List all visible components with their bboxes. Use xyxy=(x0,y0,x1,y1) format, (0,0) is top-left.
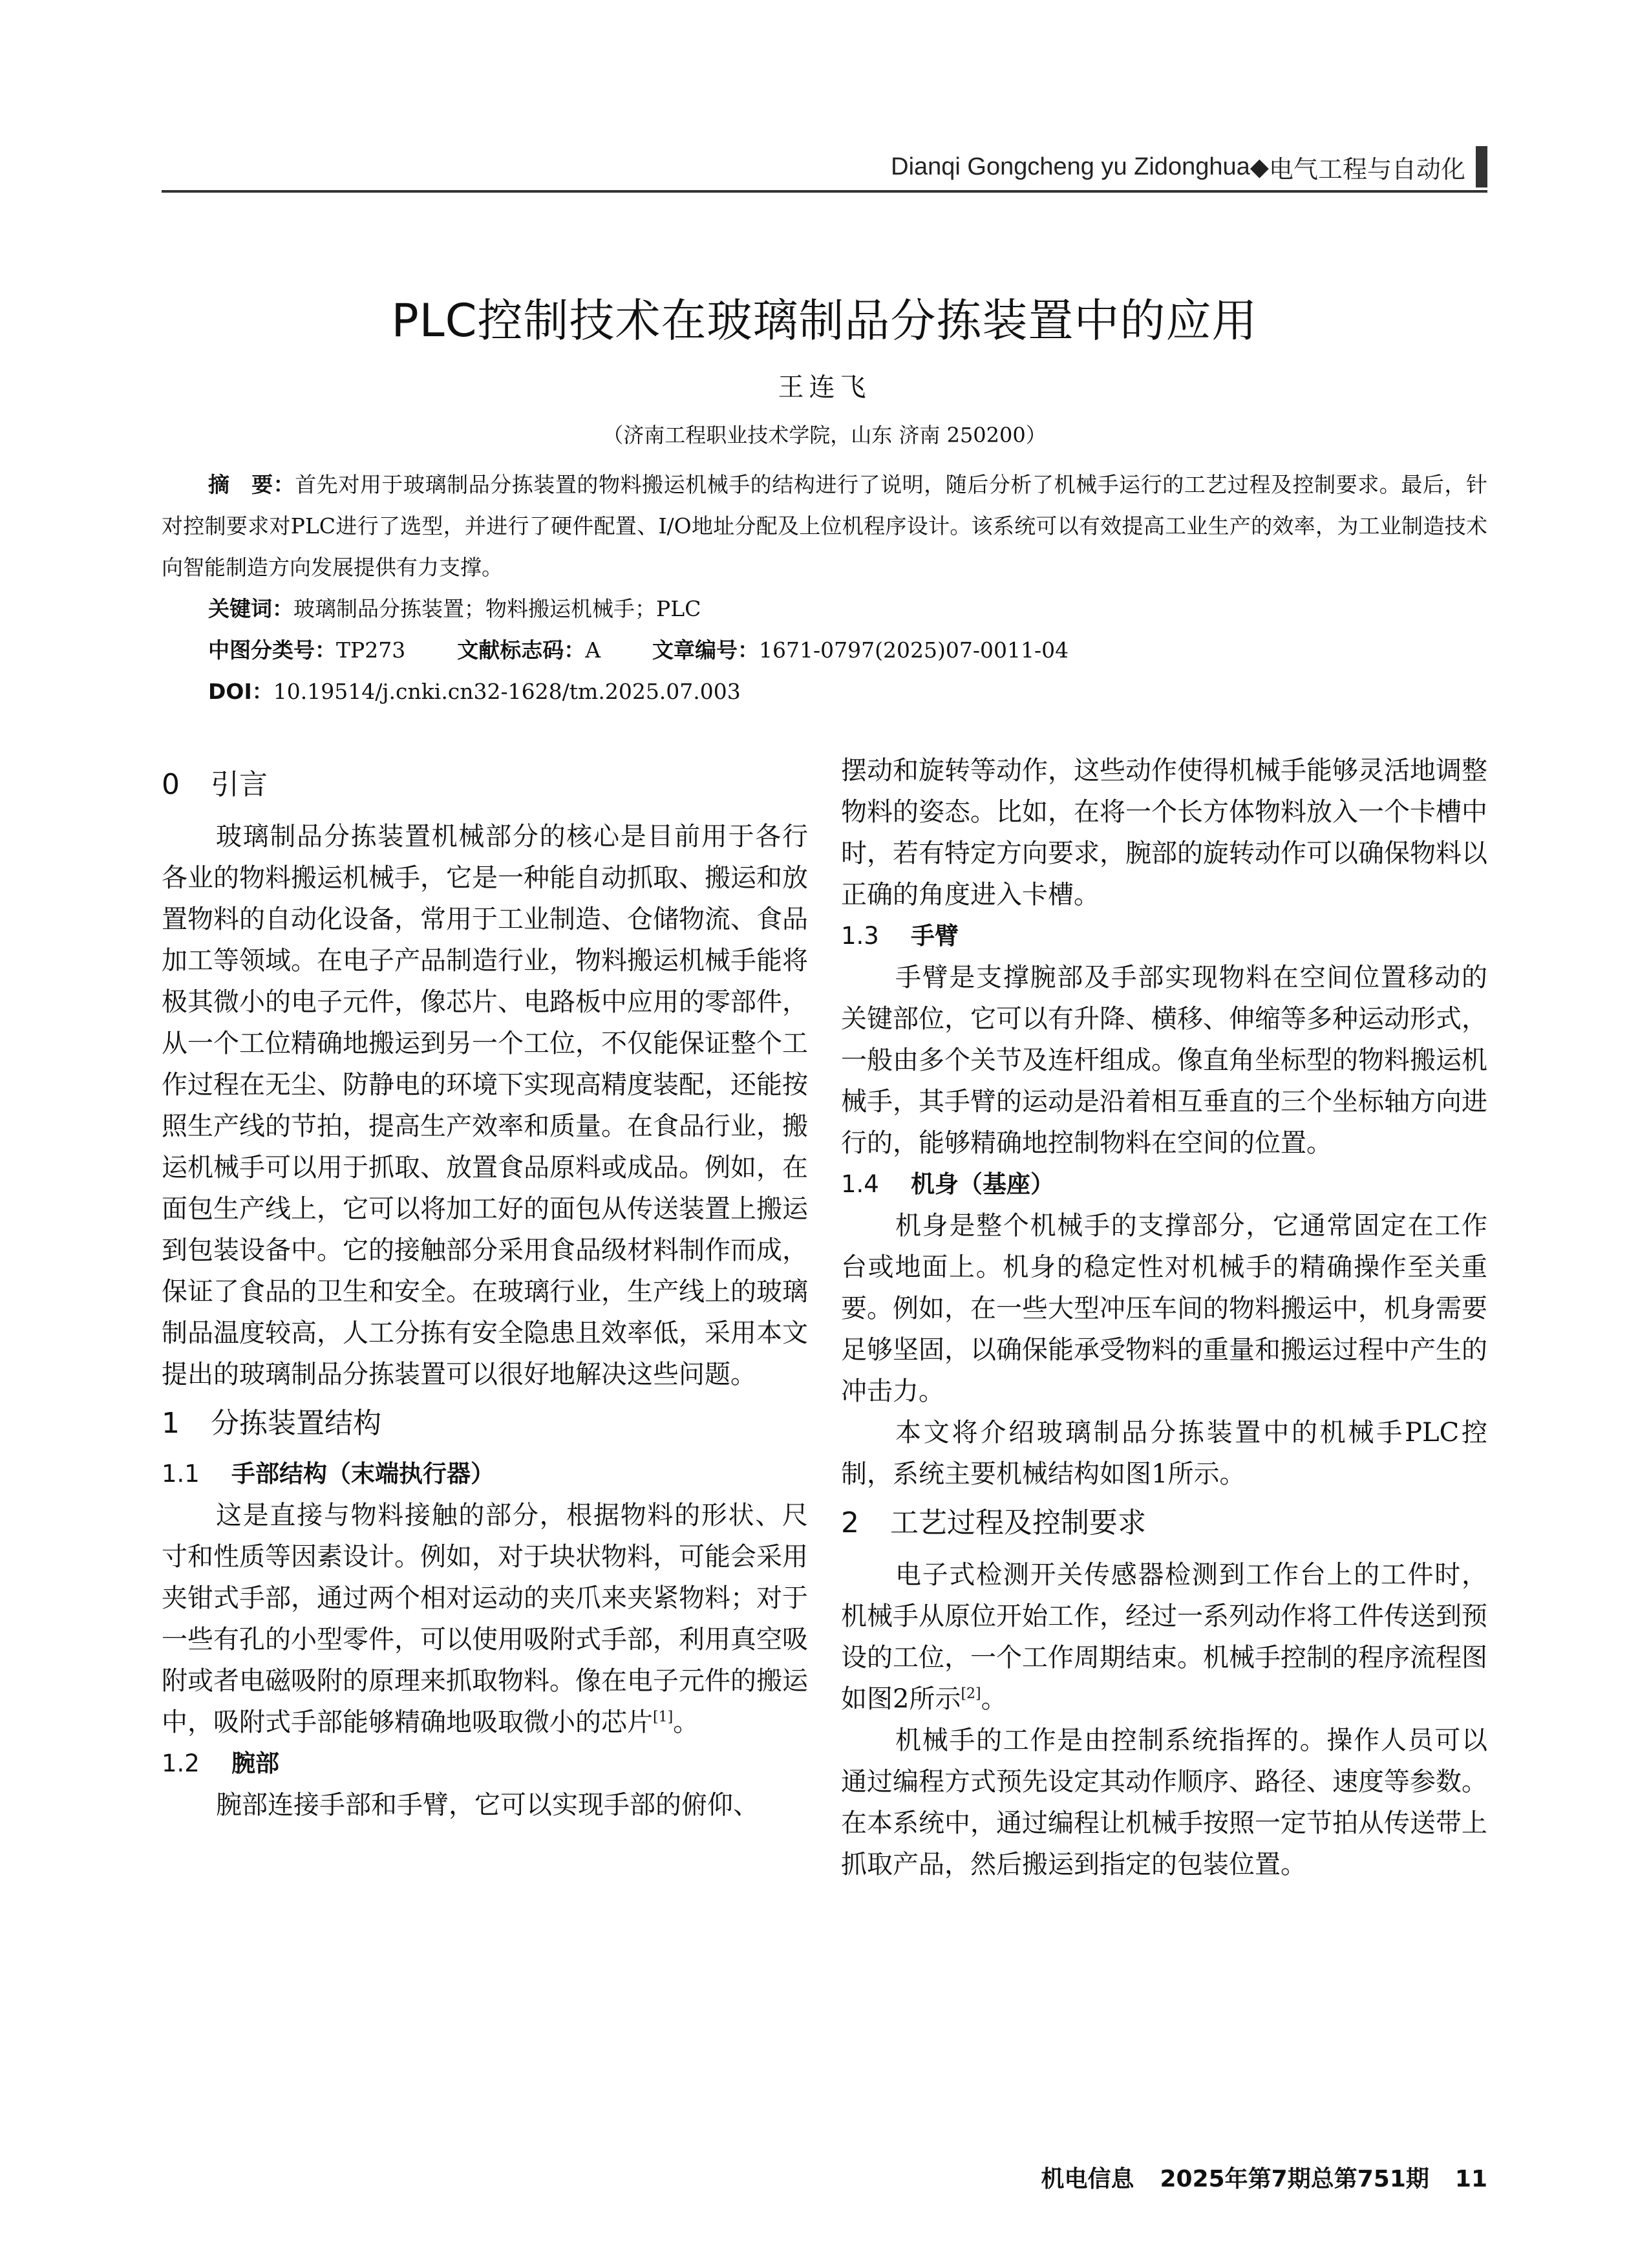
abstract-text: 首先对用于玻璃制品分拣装置的物料搬运机械手的结构进行了说明，随后分析了机械手运行的工艺过程及控制要求。最后，针对控制要求对PLC进行了选型，并进行了硬件配置、I/O地址分配及上位机程序设计。该系统可以有效提高工业生产的效率，为工业制造技术向智能制造方向发展提供有力支撑。 xyxy=(162,472,1488,580)
page-footer xyxy=(1041,2161,1487,2194)
doi-value: 10.19514/j.cnki.cn32-1628/tm.2025.07.003 xyxy=(273,679,741,704)
citation: [1] xyxy=(653,1709,674,1726)
header-rule xyxy=(162,190,1487,193)
footer-journal: 机电信息 xyxy=(1041,2166,1134,2192)
page-number: 11 xyxy=(1454,2166,1487,2192)
doc-code-label: 文献标志码： xyxy=(457,637,586,663)
article-no-label: 文章编号： xyxy=(652,637,760,663)
article-no-value: 1671-0797(2025)07-0011-04 xyxy=(759,637,1069,663)
right-column xyxy=(841,750,1487,1885)
classification-line xyxy=(162,630,1487,671)
section-heading-1: 1 分拣装置结构 xyxy=(162,1407,381,1440)
keywords-text: 玻璃制品分拣装置；物料搬运机械手；PLC xyxy=(293,596,701,621)
abstract-label: 摘 要： xyxy=(208,472,295,497)
paragraph: 手臂是支撑腕部及手部实现物料在空间位置移动的关键部位，它可以有升降、横移、伸缩等多种运动形式，一般由多个关节及连杆组成。像直角坐标型的物料搬运机械手，其手臂的运动是沿着相互垂直的三个坐标轴方向进行的，能够精确地控制物料在空间的位置。 xyxy=(841,963,1487,1158)
section-heading-2: 2 工艺过程及控制要求 xyxy=(841,1506,1146,1539)
paragraph: 机身是整个机械手的支撑部分，它通常固定在工作台或地面上。机身的稳定性对机械手的精确操作至关重要。例如，在一些大型冲压车间的物料搬运中，机身需要足够坚固，以确保能承受物料的重量和搬运过程中产生的冲击力。 xyxy=(841,1211,1487,1406)
citation: [2] xyxy=(961,1685,981,1702)
paragraph: 玻璃制品分拣装置机械部分的核心是目前用于各行各业的物料搬运机械手，它是一种能自动抓取、搬运和放置物料的自动化设备，常用于工业制造、仓储物流、食品加工等领域。在电子产品制造行业，物料搬运机械手能将极其微小的电子元件，像芯片、电路板中应用的零部件，从一个工位精确地搬运到另一个工位，不仅能保证整个工作过程在无尘、防静电的环境下实现高精度装配，还能按照生产线的节拍，提高生产效率和质量。在食品行业，搬运机械手可以用于抓取、放置食品原料或成品。例如，在面包生产线上，它可以将加工好的面包从传送装置上搬运到包装设备中。它的接触部分采用食品级材料制作而成，保证了食品的卫生和安全。在玻璃行业，生产线上的玻璃制品温度较高，人工分拣有安全隐患且效率低，采用本文提出的玻璃制品分拣装置可以很好地解决这些问题。 xyxy=(162,822,808,1389)
clc-label: 中图分类号： xyxy=(208,637,336,663)
subsection-heading-1-3: 1.3 手臂 xyxy=(841,922,959,950)
paragraph: 腕部连接手部和手臂，它可以实现手部的俯仰、 xyxy=(216,1790,759,1820)
paragraph: 电子式检测开关传感器检测到工作台上的工件时，机械手从原位开始工作，经过一系列动作将工件传送到预设的工位，一个工作周期结束。机械手控制的程序流程图如图2所示[2]。 xyxy=(841,1560,1487,1714)
footer-issue: 2025年第7期总第751期 xyxy=(1160,2166,1429,2192)
diamond-icon: ◆ xyxy=(1250,153,1269,181)
doc-code-value: A xyxy=(585,637,601,663)
subsection-heading-1-2: 1.2 腕部 xyxy=(162,1749,279,1777)
author: 王连飞 xyxy=(778,372,871,402)
doi-label: DOI： xyxy=(208,679,273,704)
column-name: 电气工程与自动化 xyxy=(1268,156,1465,184)
paper-title: PLC控制技术在玻璃制品分拣装置中的应用 xyxy=(391,294,1258,347)
paragraph: 机械手的工作是由控制系统指挥的。操作人员可以通过编程方式预先设定其动作顺序、路径、速度等参数。在本系统中，通过编程让机械手按照一定节拍从传送带上抓取产品，然后搬运到指定的包装位置。 xyxy=(841,1726,1487,1879)
header-bar xyxy=(1476,146,1487,187)
keywords xyxy=(162,588,1487,630)
subsection-heading-1-4: 1.4 机身（基座） xyxy=(841,1170,1054,1198)
clc-value: TP273 xyxy=(336,637,406,663)
subsection-heading-1-1: 1.1 手部结构（末端执行器） xyxy=(162,1460,495,1488)
doi-line xyxy=(162,671,1487,712)
running-head xyxy=(891,146,1487,187)
affiliation: （济南工程职业技术学院，山东 济南 250200） xyxy=(602,423,1047,447)
paragraph: 本文将介绍玻璃制品分拣装置中的机械手PLC控制，系统主要机械结构如图1所示。 xyxy=(841,1418,1487,1489)
abstract-block xyxy=(162,464,1487,712)
paragraph: 这是直接与物料接触的部分，根据物料的形状、尺寸和性质等因素设计。例如，对于块状物料，可能会采用夹钳式手部，通过两个相对运动的夹爪来夹紧物料；对于一些有孔的小型零件，可以使用吸附式手部，利用真空吸附或者电磁吸附的原理来抓取物料。像在电子元件的搬运中，吸附式手部能够精确地吸取微小的芯片[1]。 xyxy=(162,1501,808,1737)
abstract xyxy=(162,464,1487,588)
keywords-label: 关键词： xyxy=(208,596,293,621)
section-heading-0: 0 引言 xyxy=(162,768,268,801)
left-column xyxy=(162,756,808,1826)
journal-pinyin: Dianqi Gongcheng yu Zidonghua xyxy=(891,153,1250,180)
paragraph-continued: 摆动和旋转等动作，这些动作使得机械手能够灵活地调整物料的姿态。比如，在将一个长方体物料放入一个卡槽中时，若有特定方向要求，腕部的旋转动作可以确保物料以正确的角度进入卡槽。 xyxy=(841,756,1487,910)
